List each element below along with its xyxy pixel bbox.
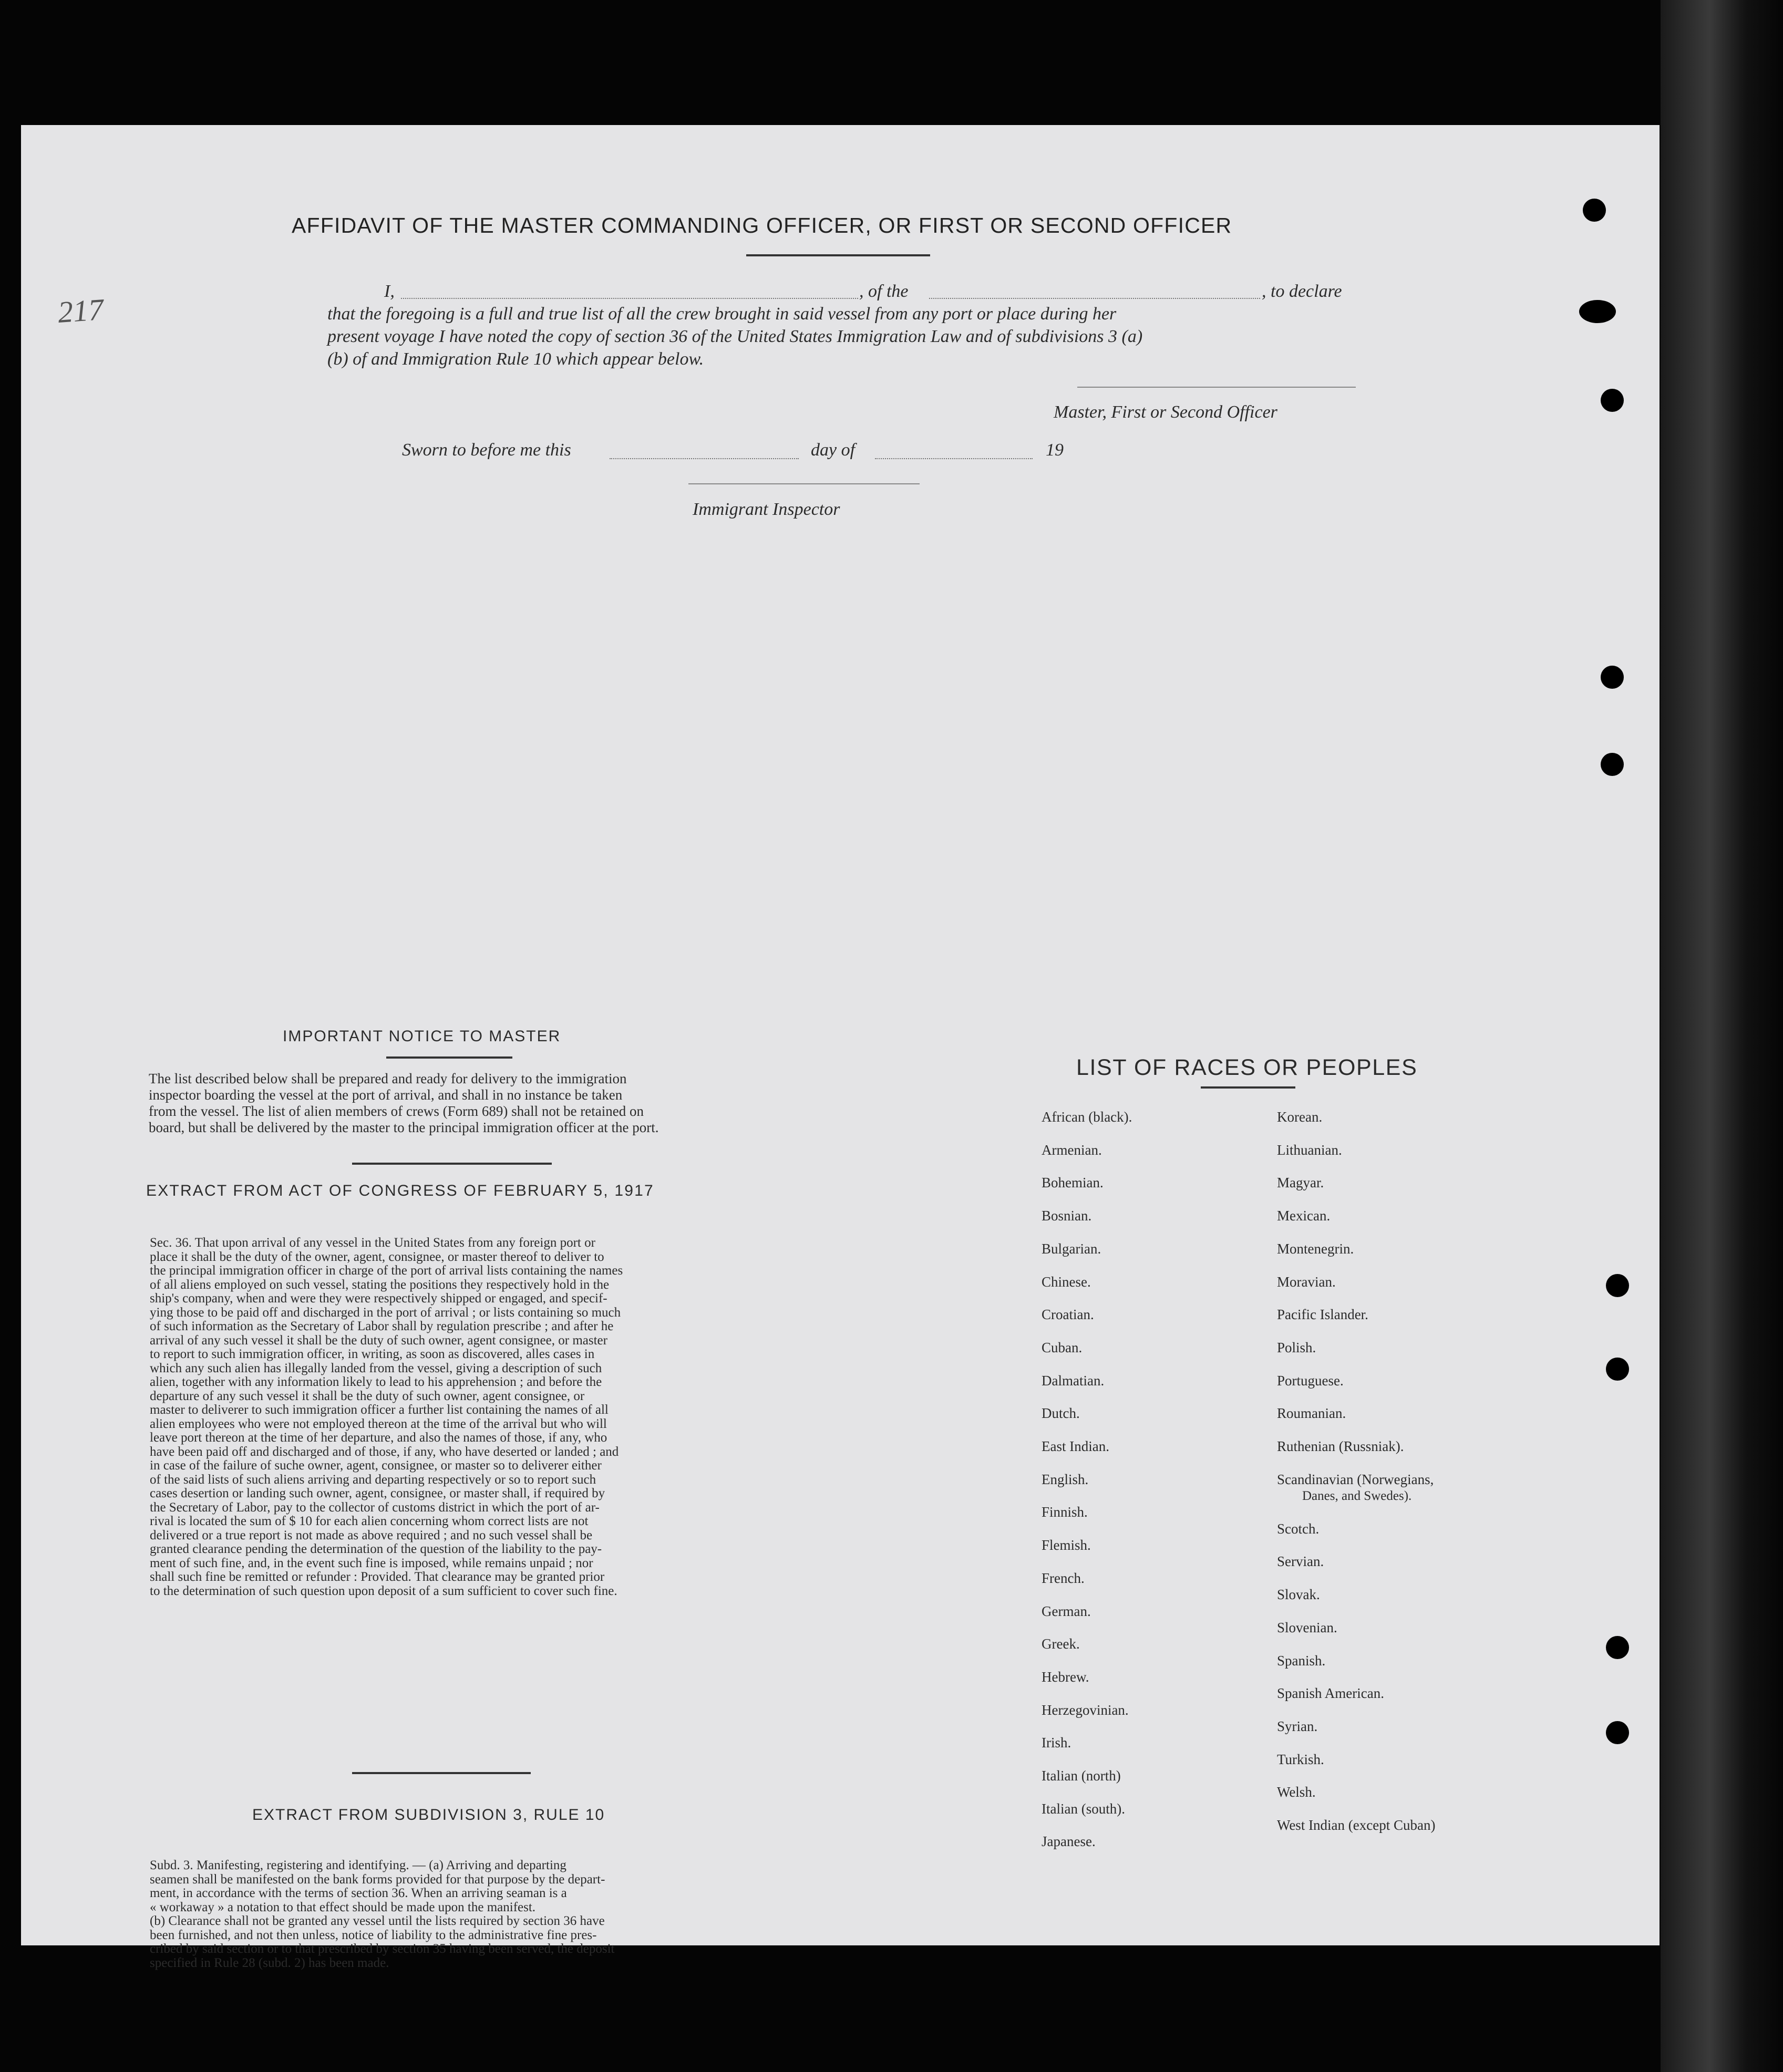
text-line: to report to such immigration officer, in writing, as soon as discovered, alles cases in: [150, 1347, 595, 1361]
race-item: Ruthenian (Russniak).: [1277, 1438, 1404, 1455]
text-line: of such information as the Secretary of Labor shall by regulation prescribe ; and after he: [150, 1319, 614, 1333]
punch-hole: [1606, 1274, 1629, 1297]
text-line: which any such alien has illegally landed from the vessel, giving a description of such: [150, 1361, 602, 1375]
race-item: Scandinavian (Norwegians,: [1277, 1471, 1434, 1487]
race-item: Greek.: [1042, 1636, 1080, 1652]
day-of-label: day of: [811, 440, 856, 460]
notice-line: board, but shall be delivered by the master to the principal immigration officer at the port.: [149, 1120, 659, 1135]
race-item: Irish.: [1042, 1735, 1071, 1751]
text-line: specified in Rule 28 (subd. 2) has been made.: [150, 1955, 389, 1970]
punch-hole: [1601, 666, 1624, 689]
race-item: Bulgarian.: [1042, 1240, 1101, 1257]
race-item: Bosnian.: [1042, 1208, 1092, 1224]
affidavit-line1-a: I,: [384, 282, 395, 301]
race-item: Italian (north): [1042, 1768, 1121, 1784]
signature-line: [1077, 387, 1356, 388]
race-item: Moravian.: [1277, 1273, 1336, 1290]
divider: [352, 1772, 531, 1774]
text-line: have been paid off and discharged and of those, if any, who have deserted or landed ; and: [150, 1444, 619, 1459]
affidavit-title: AFFIDAVIT OF THE MASTER COMMANDING OFFICER, OR FIRST OR SECOND OFFICER: [292, 213, 1232, 237]
race-item: East Indian.: [1042, 1438, 1109, 1455]
race-item: Spanish American.: [1277, 1685, 1384, 1702]
text-line: granted clearance pending the determination of the question of the liability to the pay-: [150, 1542, 602, 1556]
extract2-title: EXTRACT FROM SUBDIVISION 3, RULE 10: [252, 1806, 605, 1824]
race-item: Turkish.: [1277, 1751, 1324, 1767]
race-item: Bohemian.: [1042, 1175, 1104, 1191]
inspector-line: [688, 483, 920, 484]
text-line: the principal immigration officer in charge of the port of arrival lists containing the names: [150, 1263, 623, 1278]
race-item: Dalmatian.: [1042, 1372, 1105, 1389]
text-line: seamen shall be manifested on the bank forms provided for that purpose by the depart-: [150, 1872, 605, 1887]
punch-hole: [1606, 1721, 1629, 1744]
sworn-label: Sworn to before me this: [402, 440, 571, 460]
race-item: English.: [1042, 1471, 1089, 1487]
affidavit-line2: that the foregoing is a full and true list of all the crew brought in said vessel from any port or place during her: [327, 304, 1117, 324]
race-item: Herzegovinian.: [1042, 1702, 1129, 1718]
affidavit-line3: present voyage I have noted the copy of section 36 of the United States Immigration Law and of subdivisions 3 (a): [327, 327, 1143, 346]
text-line: (b) Clearance shall not be granted any vessel until the lists required by section 36 have: [150, 1914, 605, 1928]
text-line: master to deliverer to such immigration officer a further list containing the names of all: [150, 1403, 609, 1417]
notice-line: The list described below shall be prepared and ready for delivery to the immigration: [149, 1071, 627, 1086]
day-blank: [610, 458, 799, 459]
race-item: West Indian (except Cuban): [1277, 1817, 1436, 1833]
affidavit-line4: (b) of and Immigration Rule 10 which appear below.: [327, 349, 704, 369]
text-line: alien, together with any information likely to lead to his apprehension ; and before the: [150, 1375, 602, 1389]
text-line: place it shall be the duty of the owner, agent, consignee, or master thereof to deliver to: [150, 1249, 604, 1264]
race-item: German.: [1042, 1603, 1091, 1619]
punch-hole: [1601, 389, 1624, 412]
text-line: ying those to be paid off and discharged in the port of arrival ; or lists containing so much: [150, 1305, 621, 1320]
signature-caption: Master, First or Second Officer: [1054, 402, 1277, 422]
text-line: of all aliens employed on such vessel, stating the positions they respectively hold in the: [150, 1277, 610, 1292]
vessel-blank: [929, 298, 1260, 299]
text-line: cases desertion or landing such owner, agent, consignee, or master shall, if required by: [150, 1486, 605, 1500]
race-item: Cuban.: [1042, 1339, 1083, 1355]
text-line: Sec. 36. That upon arrival of any vessel in the United States from any foreign port or: [150, 1236, 595, 1250]
section-36-text: [150, 1236, 778, 1598]
race-item: French.: [1042, 1570, 1085, 1586]
race-item: Roumanian.: [1277, 1405, 1346, 1422]
margin-note: 217: [56, 292, 105, 329]
races-right-column: [1277, 1101, 1435, 1842]
inspector-caption: Immigrant Inspector: [693, 500, 840, 519]
race-item: Dutch.: [1042, 1405, 1080, 1422]
text-line: rival is located the sum of $ 10 for each alien concerning whom correct lists are not: [150, 1514, 589, 1528]
subdivision-3-text: [150, 1859, 778, 1970]
race-item: Spanish.: [1277, 1652, 1326, 1669]
divider: [746, 254, 930, 256]
text-line: ship's company, when and were they were respectively shipped or engaged, and specif-: [150, 1291, 607, 1306]
scan-edge: [1661, 0, 1783, 2072]
text-line: of the said lists of such aliens arriving and departing respectively or so to report such: [150, 1472, 596, 1487]
text-line: delivered or a true report is not made as above required ; and no such vessel shall be: [150, 1528, 593, 1542]
race-item: Magyar.: [1277, 1175, 1324, 1191]
punch-hole: [1606, 1358, 1629, 1381]
divider: [1201, 1086, 1295, 1089]
affidavit-line1-b: , of the: [859, 282, 909, 301]
text-line: cribed by said section or to that prescribed by section 35 having been served, the deposit: [150, 1942, 615, 1956]
punch-hole: [1606, 1636, 1629, 1659]
text-line: leave port thereon at the time of her departure, and also the names of those, if any, who: [150, 1431, 607, 1445]
text-line: the Secretary of Labor, pay to the collector of customs district in which the port of ar-: [150, 1500, 600, 1515]
year-label: 19: [1046, 440, 1064, 460]
divider: [352, 1163, 552, 1165]
race-item: Korean.: [1277, 1109, 1323, 1125]
races-left-column: [1042, 1101, 1132, 1858]
affidavit-body: [327, 280, 1378, 370]
text-line: ment of such fine, and, in the event such fine is imposed, while remains unpaid ; nor: [150, 1556, 593, 1570]
text-line: Subd. 3. Manifesting, registering and identifying. — (a) Arriving and departing: [150, 1858, 566, 1872]
text-line: « workaway » a notation to that effect should be made upon the manifest.: [150, 1900, 536, 1914]
text-line: ment, in accordance with the terms of section 36. When an arriving seaman is a: [150, 1886, 567, 1900]
race-item: Lithuanian.: [1277, 1142, 1342, 1158]
race-item: Mexican.: [1277, 1208, 1331, 1224]
race-item: Portuguese.: [1277, 1372, 1344, 1389]
sworn-line: [402, 440, 1085, 467]
race-item: Welsh.: [1277, 1784, 1316, 1800]
name-blank: [401, 298, 858, 299]
race-item: Japanese.: [1042, 1833, 1096, 1850]
race-item: Chinese.: [1042, 1273, 1091, 1290]
notice-line: inspector boarding the vessel at the port of arrival, and shall in no instance be taken: [149, 1087, 623, 1103]
race-item: Polish.: [1277, 1339, 1316, 1355]
document-page: [21, 125, 1660, 1970]
text-line: alien employees who were not employed thereon at the time of the arrival but who will: [150, 1416, 607, 1431]
race-item: Finnish.: [1042, 1504, 1088, 1520]
punch-hole: [1601, 753, 1624, 776]
race-item: Danes, and Swedes).: [1302, 1488, 1412, 1503]
race-item: Armenian.: [1042, 1142, 1102, 1158]
race-item: Scotch.: [1277, 1520, 1320, 1537]
text-line: in case of the failure of suche owner, agent, consignee, or master so to deliverer either: [150, 1458, 602, 1473]
text-line: arrival of any such vessel it shall be the duty of such owner, agent consignee, or master: [150, 1333, 607, 1348]
notice-line: from the vessel. The list of alien members of crews (Form 689) shall not be retained on: [149, 1103, 644, 1119]
race-item: Slovenian.: [1277, 1619, 1337, 1635]
race-item: Servian.: [1277, 1553, 1324, 1570]
punch-hole: [1579, 300, 1616, 323]
races-title: LIST OF RACES OR PEOPLES: [1076, 1055, 1418, 1080]
race-item: Flemish.: [1042, 1537, 1091, 1553]
race-item: African (black).: [1042, 1109, 1132, 1125]
race-item: Syrian.: [1277, 1718, 1318, 1734]
race-item: Slovak.: [1277, 1587, 1320, 1603]
month-blank: [875, 458, 1033, 459]
race-item: Italian (south).: [1042, 1800, 1125, 1817]
race-item: Hebrew.: [1042, 1669, 1089, 1685]
text-line: shall such fine be remitted or refunder : Provided. That clearance may be granted prior: [150, 1570, 605, 1584]
punch-hole: [1583, 199, 1606, 222]
notice-title: IMPORTANT NOTICE TO MASTER: [283, 1028, 561, 1045]
extract1-title: EXTRACT FROM ACT OF CONGRESS OF FEBRUARY 5, 1917: [146, 1182, 654, 1199]
text-line: been furnished, and not then unless, notice of liability to the administrative fine pres-: [150, 1928, 597, 1942]
race-item: Pacific Islander.: [1277, 1307, 1368, 1323]
text-line: departure of any such vessel it shall be the duty of such owner, agent consignee, or: [150, 1389, 585, 1403]
race-item: Croatian.: [1042, 1307, 1094, 1323]
text-line: to the determination of such question upon deposit of a sum sufficient to cover such fine.: [150, 1583, 617, 1598]
notice-text: [149, 1071, 777, 1136]
race-item: Montenegrin.: [1277, 1240, 1354, 1257]
affidavit-line1-c: , to declare: [1262, 282, 1342, 301]
divider: [386, 1056, 512, 1059]
